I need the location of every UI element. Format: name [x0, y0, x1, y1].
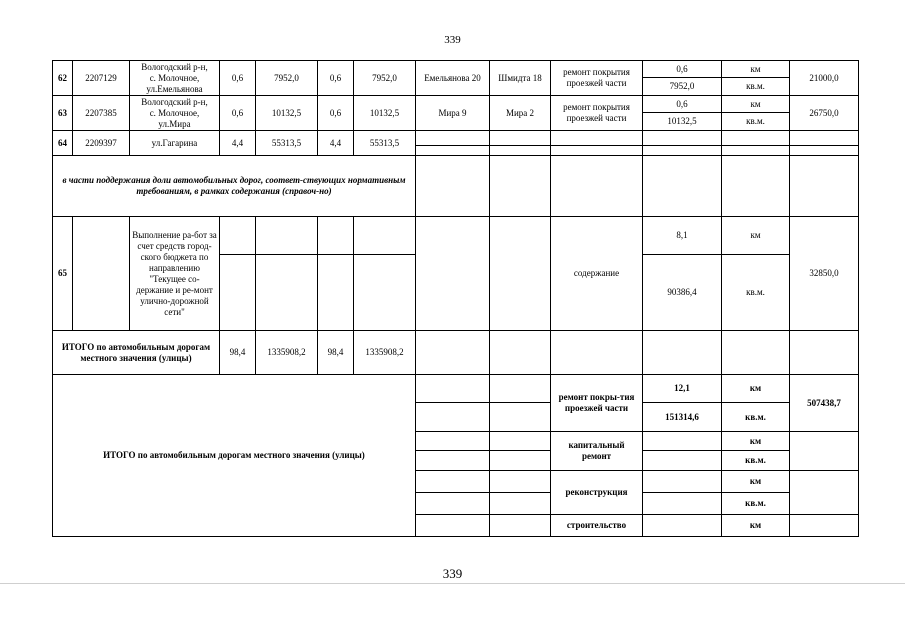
row-number: 62	[53, 61, 73, 96]
repair-sqm: 151314,6	[643, 403, 722, 432]
subtotal-row	[53, 331, 859, 375]
road-code	[73, 217, 130, 331]
length-km: 0,6	[220, 96, 256, 131]
empty-cell	[790, 331, 859, 375]
road-address	[130, 96, 220, 131]
section-start: Емельянова 20	[416, 61, 490, 96]
row-number: 65	[53, 217, 73, 331]
empty-cell	[490, 451, 551, 471]
empty-cell	[256, 255, 318, 331]
work-type: содержание	[551, 217, 643, 331]
area-sqm: 10132,5	[256, 96, 318, 131]
empty-cell	[722, 131, 790, 146]
address-line: ул.Емельянова	[146, 83, 203, 94]
construction-label: строительство	[551, 515, 643, 537]
empty-cell	[790, 515, 859, 537]
empty-cell	[490, 156, 551, 217]
unit-km: км	[722, 515, 790, 537]
empty-cell	[790, 156, 859, 217]
empty-cell	[790, 471, 859, 515]
empty-cell	[416, 131, 490, 146]
address-line: с. Молочное,	[149, 72, 200, 83]
unit-sqm: кв.м.	[722, 493, 790, 515]
address-line: Вологодский р-н,	[141, 61, 208, 72]
empty-cell	[490, 375, 551, 403]
area-sqm: 55313,5	[256, 131, 318, 156]
unit-sqm: кв.м.	[722, 255, 790, 331]
total-cost: 507438,7	[790, 375, 859, 432]
work-description: Выполнение ра-бот за счет средств город-ского бюджета по направлению "Текущее со-держание и ре-монт улично-дорожной сети"	[130, 217, 220, 331]
empty-cell	[790, 432, 859, 471]
subtotal-area-sqm: 1335908,2	[256, 331, 318, 375]
row-number: 63	[53, 96, 73, 131]
row-number: 64	[53, 131, 73, 156]
empty-cell	[490, 403, 551, 432]
empty-cell	[490, 493, 551, 515]
section-note: в части поддержания доли автомобильных дорог, соответ-ствующих нормативным требованиям, в рамках содержания (справоч-но)	[53, 156, 416, 217]
empty-cell	[490, 146, 551, 156]
empty-cell	[416, 156, 490, 217]
quantity-sqm: 10132,5	[643, 113, 722, 131]
work-type: ремонт покрытия проезжей части	[551, 61, 643, 96]
quantity-km: 0,6	[643, 96, 722, 113]
page-number-bottom: 339	[442, 566, 463, 581]
section-note-row	[53, 156, 859, 217]
empty-cell	[416, 515, 490, 537]
empty-cell	[643, 331, 722, 375]
section-end: Шмидта 18	[490, 61, 551, 96]
empty-cell	[551, 131, 643, 146]
empty-cell	[490, 432, 551, 451]
address-line: Вологодский р-н,	[141, 96, 208, 107]
road-address	[130, 61, 220, 96]
empty-cell	[643, 493, 722, 515]
unit-km: км	[722, 96, 790, 113]
table-row	[53, 131, 859, 146]
empty-cell	[256, 217, 318, 255]
road-code: 2207129	[73, 61, 130, 96]
unit-sqm: кв.м.	[722, 78, 790, 96]
unit-km: км	[722, 375, 790, 403]
empty-cell	[643, 515, 722, 537]
road-code: 2207385	[73, 96, 130, 131]
address-line: ул.Мира	[158, 118, 191, 129]
empty-cell	[790, 146, 859, 156]
road-address: ул.Гагарина	[130, 131, 220, 156]
empty-cell	[416, 403, 490, 432]
subtotal-length-km-2: 98,4	[318, 331, 354, 375]
length-km: 4,4	[220, 131, 256, 156]
unit-sqm: кв.м.	[722, 113, 790, 131]
section-start: Мира 9	[416, 96, 490, 131]
quantity-sqm: 90386,4	[643, 255, 722, 331]
cost: 21000,0	[790, 61, 859, 96]
empty-cell	[551, 331, 643, 375]
empty-cell	[220, 217, 256, 255]
repair-label: ремонт покры-тия проезжей части	[551, 375, 643, 432]
empty-cell	[354, 255, 416, 331]
reconstruction-label: реконструкция	[551, 471, 643, 515]
empty-cell	[722, 156, 790, 217]
area-sqm-2: 10132,5	[354, 96, 416, 131]
quantity-km: 0,6	[643, 61, 722, 78]
unit-km: км	[722, 432, 790, 451]
road-code: 2209397	[73, 131, 130, 156]
empty-cell	[490, 515, 551, 537]
empty-cell	[416, 451, 490, 471]
unit-km: км	[722, 217, 790, 255]
cost: 26750,0	[790, 96, 859, 131]
section-end: Мира 2	[490, 96, 551, 131]
repair-km: 12,1	[643, 375, 722, 403]
empty-cell	[551, 146, 643, 156]
empty-cell	[722, 146, 790, 156]
table-row	[53, 217, 859, 255]
empty-cell	[490, 331, 551, 375]
empty-cell	[416, 375, 490, 403]
empty-cell	[643, 156, 722, 217]
unit-sqm: кв.м.	[722, 451, 790, 471]
subtotal-label: ИТОГО по автомобильным дорогам местного значения (улицы)	[53, 331, 220, 375]
empty-cell	[416, 432, 490, 451]
page-number-top: 339	[444, 34, 461, 46]
empty-cell	[416, 331, 490, 375]
length-km-2: 0,6	[318, 96, 354, 131]
table-row	[53, 96, 859, 113]
grand-total-label: ИТОГО по автомобильным дорогам местного значения (улицы)	[53, 375, 416, 537]
empty-cell	[416, 471, 490, 493]
length-km-2: 4,4	[318, 131, 354, 156]
empty-cell	[643, 451, 722, 471]
capital-repair-label: капитальный ремонт	[551, 432, 643, 471]
subtotal-area-sqm-2: 1335908,2	[354, 331, 416, 375]
empty-cell	[722, 331, 790, 375]
empty-cell	[416, 493, 490, 515]
unit-km: км	[722, 61, 790, 78]
area-sqm: 7952,0	[256, 61, 318, 96]
empty-cell	[643, 471, 722, 493]
address-line: с. Молочное,	[149, 107, 200, 118]
road-works-table	[52, 60, 859, 537]
length-km: 0,6	[220, 61, 256, 96]
empty-cell	[318, 217, 354, 255]
unit-sqm: кв.м.	[722, 403, 790, 432]
subtotal-length-km: 98,4	[220, 331, 256, 375]
empty-cell	[490, 217, 551, 331]
grand-total-row	[53, 375, 859, 403]
quantity-sqm: 7952,0	[643, 78, 722, 96]
cost: 32850,0	[790, 217, 859, 331]
empty-cell	[490, 471, 551, 493]
area-sqm-2: 55313,5	[354, 131, 416, 156]
work-type: ремонт покрытия проезжей части	[551, 96, 643, 131]
table-row	[53, 61, 859, 78]
empty-cell	[490, 131, 551, 146]
empty-cell	[643, 131, 722, 146]
empty-cell	[318, 255, 354, 331]
area-sqm-2: 7952,0	[354, 61, 416, 96]
scan-edge-line	[0, 583, 905, 584]
empty-cell	[416, 146, 490, 156]
empty-cell	[416, 217, 490, 331]
empty-cell	[643, 432, 722, 451]
unit-km: км	[722, 471, 790, 493]
empty-cell	[354, 217, 416, 255]
length-km-2: 0,6	[318, 61, 354, 96]
empty-cell	[790, 131, 859, 146]
quantity-km: 8,1	[643, 217, 722, 255]
empty-cell	[643, 146, 722, 156]
empty-cell	[220, 255, 256, 331]
empty-cell	[551, 156, 643, 217]
